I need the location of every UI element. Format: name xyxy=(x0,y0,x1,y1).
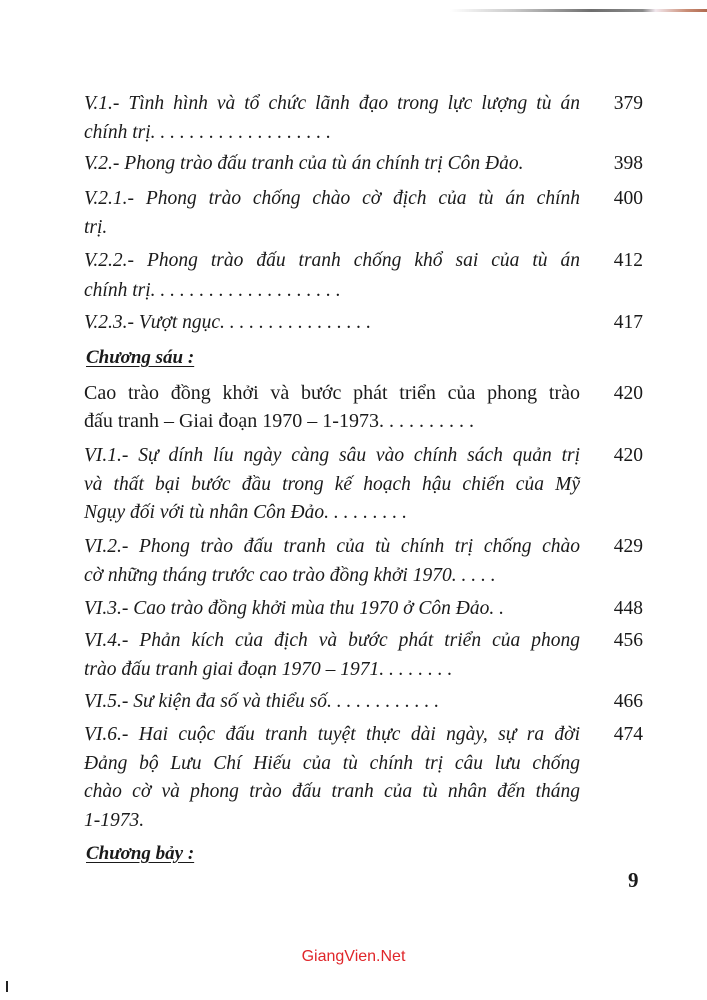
scan-edge-mark xyxy=(6,981,8,992)
toc-entry-line: cờ những tháng trước cao trào đồng khởi 1970. . . . . xyxy=(84,565,496,586)
toc-page-number: 456 xyxy=(613,630,643,651)
toc-page-number: 420 xyxy=(613,445,643,466)
toc-entry-line: VI.5.- Sư kiện đa số và thiểu số. . . . . . . . . . . . xyxy=(84,691,440,712)
toc-page-number: 379 xyxy=(613,93,643,114)
toc-entry-line: VI.6.- Hai cuộc đấu tranh tuyệt thực dài ngày, sự ra đời xyxy=(84,724,580,745)
watermark: GiangVien.Net xyxy=(301,948,406,965)
toc-entry-line: Đảng bộ Lưu Chí Hiếu của tù chính trị câu lưu chống xyxy=(84,752,580,774)
toc-entry-line: chính trị. . . . . . . . . . . . . . . . . . . . xyxy=(84,280,341,301)
toc-entry-line: chào cờ và phong trào đấu tranh của tù nhân đến tháng xyxy=(84,781,580,803)
toc-entry-line: V.2.3.- Vượt ngục. . . . . . . . . . . . . . . . xyxy=(84,312,372,333)
toc-entry-line: VI.2.- Phong trào đấu tranh của tù chính trị chống chào xyxy=(84,536,580,557)
toc-page-number: 412 xyxy=(613,250,643,271)
scan-edge-line xyxy=(450,9,707,12)
toc-page-number: 400 xyxy=(613,188,643,209)
chapter-heading: Chương bảy : xyxy=(86,843,195,864)
toc-entry-line: V.2.- Phong trào đấu tranh của tù án chính trị Côn Đảo. xyxy=(84,153,524,174)
toc-page-number: 474 xyxy=(613,724,643,745)
toc-entry-line: trào đấu tranh giai đoạn 1970 – 1971. . . . . . . . xyxy=(84,659,453,680)
toc-entry-line: V.2.2.- Phong trào đấu tranh chống khổ sai của tù án xyxy=(84,250,580,271)
page-number: 9 xyxy=(628,868,639,892)
toc-entry-line: V.1.- Tình hình và tổ chức lãnh đạo trong lực lượng tù án xyxy=(84,93,580,114)
chapter-heading: Chương sáu : xyxy=(86,347,195,368)
toc-page-number: 429 xyxy=(613,536,643,557)
toc-entry-line: V.2.1.- Phong trào chống chào cờ địch của tù án chính xyxy=(84,188,580,209)
toc-page-number: 466 xyxy=(613,691,643,712)
toc-page-number: 398 xyxy=(613,153,643,174)
toc-entry-line: đấu tranh – Giai đoạn 1970 – 1-1973. . . . . . . . . . xyxy=(84,410,474,432)
toc-entry-line: VI.3.- Cao trào đồng khởi mùa thu 1970 ở Côn Đảo. . xyxy=(84,598,505,619)
toc-entry-line: Ngụy đối với tù nhân Côn Đảo. . . . . . . . . xyxy=(84,502,407,523)
toc-entry-line: 1-1973. xyxy=(84,810,145,832)
toc-entry-line: Cao trào đồng khởi và bước phát triển của phong trào xyxy=(84,382,580,404)
toc-page-number: 420 xyxy=(613,383,643,404)
toc-page-number: 417 xyxy=(613,312,643,333)
toc-entry-line: và thất bại bước đầu trong kế hoạch hậu chiến của Mỹ xyxy=(84,473,580,495)
toc-page-number: 448 xyxy=(613,598,643,619)
toc-entry-line: trị. xyxy=(84,217,108,238)
toc-entry-line: VI.4.- Phản kích của địch và bước phát triển của phong xyxy=(84,630,580,651)
toc-entry-line: chính trị. . . . . . . . . . . . . . . . . . . xyxy=(84,122,331,143)
toc-entry-line: VI.1.- Sự dính líu ngày càng sâu vào chính sách quản trị xyxy=(84,445,580,466)
